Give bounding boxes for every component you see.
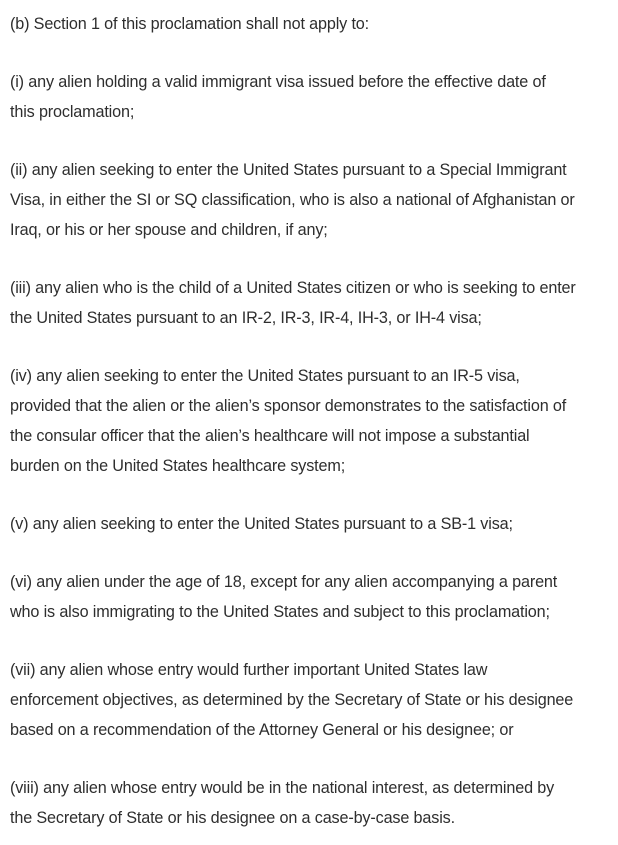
exception-line: (vi) any alien under the age of 18, except for any alien accompanying a parent xyxy=(10,573,558,591)
exception-ii-paragraph xyxy=(10,155,618,245)
intro-paragraph xyxy=(10,9,618,39)
exception-vi-paragraph xyxy=(10,567,618,627)
exception-iii-paragraph xyxy=(10,273,618,333)
exception-line: (v) any alien seeking to enter the United States pursuant to a SB-1 visa; xyxy=(10,515,513,533)
exception-line: (viii) any alien whose entry would be in the national interest, as determined by xyxy=(10,779,555,797)
exception-line: Visa, in either the SI or SQ classification, who is also a national of Afghanistan or xyxy=(10,191,575,209)
exception-line: (i) any alien holding a valid immigrant visa issued before the effective date of xyxy=(10,73,546,91)
exception-line: provided that the alien or the alien’s sponsor demonstrates to the satisfaction of xyxy=(10,397,567,415)
exception-line: enforcement objectives, as determined by the Secretary of State or his designee xyxy=(10,691,574,709)
exception-i-paragraph xyxy=(10,67,618,127)
exception-line: (iv) any alien seeking to enter the United States pursuant to an IR-5 visa, xyxy=(10,367,520,385)
intro-line: (b) Section 1 of this proclamation shall not apply to: xyxy=(10,15,370,33)
exception-vii-paragraph xyxy=(10,655,618,745)
exception-line: who is also immigrating to the United States and subject to this proclamation; xyxy=(10,603,550,621)
exception-line: the Secretary of State or his designee on a case-by-case basis. xyxy=(10,809,455,827)
exception-v-paragraph xyxy=(10,509,618,539)
exception-line: this proclamation; xyxy=(10,103,135,121)
exception-line: based on a recommendation of the Attorney General or his designee; or xyxy=(10,721,514,739)
exception-line: Iraq, or his or her spouse and children, if any; xyxy=(10,221,328,239)
exception-line: the consular officer that the alien’s healthcare will not impose a substantial xyxy=(10,427,530,445)
exception-line: (ii) any alien seeking to enter the United States pursuant to a Special Immigrant xyxy=(10,161,567,179)
exception-line: (vii) any alien whose entry would further important United States law xyxy=(10,661,488,679)
exception-iv-paragraph xyxy=(10,361,618,481)
exception-line: the United States pursuant to an IR-2, IR-3, IR-4, IH-3, or IH-4 visa; xyxy=(10,309,482,327)
exception-viii-paragraph xyxy=(10,773,618,833)
exception-line: burden on the United States healthcare system; xyxy=(10,457,346,475)
exception-line: (iii) any alien who is the child of a United States citizen or who is seeking to enter xyxy=(10,279,576,297)
